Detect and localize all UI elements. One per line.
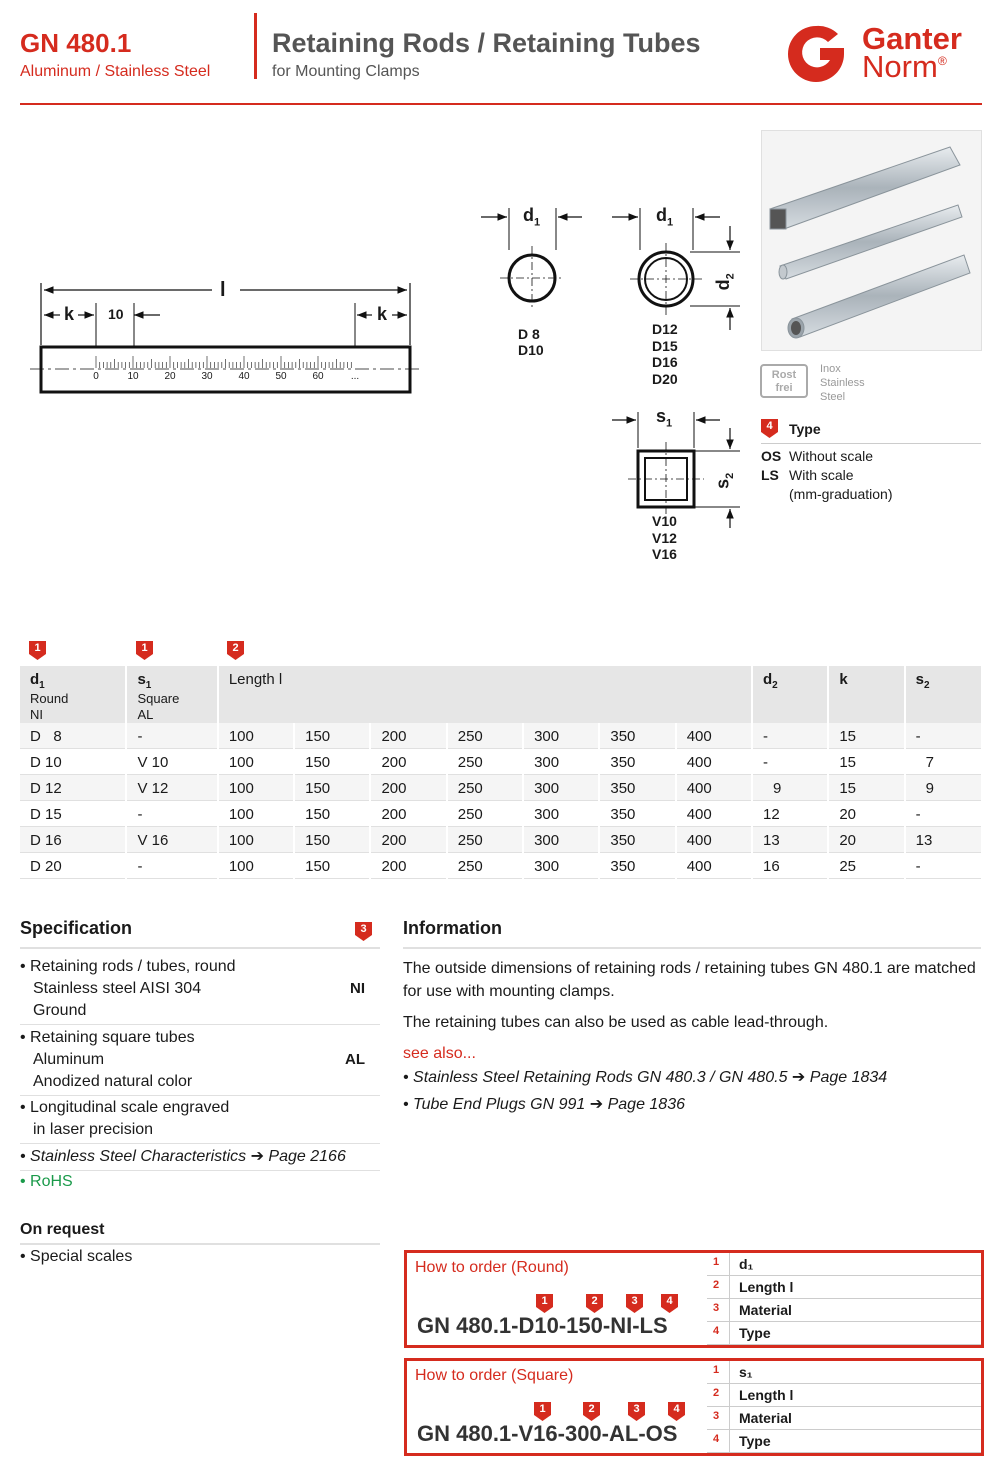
table-header-row [20,666,981,723]
s1-label: $s_1$ [656,406,673,430]
ganter-logo [784,22,984,86]
order-legend-row [707,1430,981,1453]
table-cell: 200 [370,749,446,775]
spec-item-square: • Retaining square tubes Aluminum Anodized natural color AL [20,1027,380,1096]
table-cell: 250 [447,723,523,749]
specification-rule [20,947,380,949]
order-square-legend [707,1361,981,1453]
table-cell: 250 [447,801,523,827]
table-cell: 300 [523,801,599,827]
rostfrei-stamp: Rost frei [760,364,808,398]
table-cell: 12 [752,801,828,827]
round-small-sizes: D 8 D10 [518,326,544,358]
table-cell: 16 [752,853,828,879]
order-legend-label: s₁ [739,1364,753,1380]
order-legend-row [707,1276,981,1299]
information-title: Information [403,918,502,938]
badge-4-icon: 4 [661,1294,678,1313]
order-legend-row [707,1361,981,1384]
table-cell: 150 [294,853,370,879]
table-cell: V 12 [126,775,217,801]
badge-3-icon: 3 [628,1402,645,1421]
order-round-title: How to order (Round) [415,1259,569,1276]
technical-drawing [0,110,760,580]
table-row [20,827,981,853]
order-legend-label: Type [739,1325,771,1341]
logo-text-ganter: Ganter [862,21,962,56]
s2-label: $s_2$ [712,472,736,489]
scale-tick-label: 50 [275,371,287,382]
k-label-right: k [377,304,388,324]
table-cell: 13 [905,827,981,853]
order-legend-row [707,1407,981,1430]
table-cell: 300 [523,853,599,879]
order-legend-num: 3 [713,1410,720,1422]
table-cell: V 16 [126,827,217,853]
scale-tick-label: ... [350,371,360,382]
d1-label-large: $d_1$ [656,205,674,229]
badge-2-icon: 2 [227,641,244,660]
product-photo [761,130,982,351]
characteristics-link[interactable]: • Stainless Steel Characteristics ➔ Page 2166 [20,1146,380,1171]
logo-registered: ® [938,54,947,68]
header-divider [254,13,257,79]
spec-code-ni: NI [350,980,365,997]
order-round-code: GN 480.1-D10-150-NI-LS [417,1313,668,1338]
badge-3-icon: 3 [355,922,372,941]
table-row [20,775,981,801]
badge-1-icon: 1 [29,641,46,660]
order-legend-num: 4 [713,1325,720,1337]
type-row-os: OS Without scale [761,448,874,464]
badge-3-icon: 3 [626,1294,643,1313]
order-legend-num: 3 [713,1302,720,1314]
table-cell: 150 [294,827,370,853]
table-cell: 100 [218,827,294,853]
table-cell: 300 [523,749,599,775]
table-cell: D 10 [20,749,126,775]
logo-text-norm: Norm [862,49,938,84]
table-cell: 200 [370,801,446,827]
scale-tick-label: 20 [164,371,176,382]
table-cell: 350 [599,853,675,879]
tubes-illustration [762,131,981,350]
table-cell: 250 [447,853,523,879]
table-row [20,853,981,879]
order-legend-num: 1 [713,1256,720,1268]
col-k: k [828,666,904,723]
order-box-square [404,1358,984,1456]
table-cell: D 15 [20,801,126,827]
table-cell: 400 [676,723,752,749]
table-cell: D 12 [20,775,126,801]
table-cell: - [905,723,981,749]
order-legend-row [707,1384,981,1407]
table-cell: - [126,801,217,827]
d2-label: $d_2$ [712,273,737,291]
col-d1: $d_1$ Round NI [20,666,126,723]
badge-1-icon: 1 [534,1402,551,1421]
table-cell: 350 [599,723,675,749]
table-cell: 400 [676,827,752,853]
table-cell: 25 [828,853,904,879]
order-legend-label: Material [739,1302,792,1318]
badge-1-icon: 1 [136,641,153,660]
table-cell: 150 [294,775,370,801]
on-request-title: On request [20,1221,105,1238]
table-row [20,749,981,775]
order-legend-num: 1 [713,1364,720,1376]
order-legend-row [707,1299,981,1322]
order-round-legend [707,1253,981,1345]
spec-item-scale: • Longitudinal scale engraved in laser precision [20,1097,380,1144]
table-cell: 250 [447,775,523,801]
see-also-link-plugs[interactable]: • Tube End Plugs GN 991 ➔ Page 1836 [403,1096,685,1113]
order-legend-row [707,1253,981,1276]
table-cell: 350 [599,749,675,775]
table-cell: D 20 [20,853,126,879]
badge-1-icon: 1 [536,1294,553,1313]
scale-tick-label: 10 [127,371,139,382]
table-row [20,801,981,827]
table-cell: 300 [523,723,599,749]
col-s2: $s_2$ [905,666,981,723]
scale-tick-label: 60 [312,371,324,382]
table-cell: 9 [752,775,828,801]
scale-tick-label: 40 [238,371,250,382]
page-title: Retaining Rods / Retaining Tubes [272,28,701,58]
inox-stainless-steel: Inox Stainless Steel [820,363,865,403]
table-cell: 150 [294,749,370,775]
table-cell: 150 [294,723,370,749]
specification-title: Specification [20,918,133,938]
table-cell: - [752,749,828,775]
information-para-1: The outside dimensions of retaining rods / retaining tubes GN 480.1 are matched for use with mounting clamps. [403,960,976,1000]
on-request-item: • Special scales [20,1248,133,1265]
information-para-2: The retaining tubes can also be used as cable lead-through. [403,1014,829,1031]
table-cell: 200 [370,723,446,749]
table-cell: 100 [218,853,294,879]
table-cell: 400 [676,775,752,801]
order-legend-num: 2 [713,1387,720,1399]
table-cell: 7 [905,749,981,775]
product-material: Aluminum / Stainless Steel [20,63,211,80]
table-cell: 400 [676,749,752,775]
order-legend-label: Length l [739,1279,794,1295]
table-cell: 350 [599,775,675,801]
table-cell: 200 [370,775,446,801]
information-rule [403,947,981,949]
round-large-section [612,208,740,330]
order-legend-num: 4 [713,1433,720,1445]
table-cell: - [126,723,217,749]
ganter-g-icon [784,22,848,86]
type-header [761,419,981,444]
see-also-link-rods[interactable]: • Stainless Steel Retaining Rods GN 480.3 / GN 480.5 ➔ Page 1834 [403,1069,888,1086]
spec-item-round: • Retaining rods / tubes, round Stainless steel AISI 304 Ground NI [20,956,380,1025]
badge-4-icon: 4 [668,1402,685,1421]
table-cell: D 8 [20,723,126,749]
table-cell: 100 [218,801,294,827]
type-row-ls: LS With scale [761,467,854,483]
table-cell: V 10 [126,749,217,775]
k-label-left: k [64,304,75,324]
order-square-title: How to order (Square) [415,1367,574,1384]
type-title: Type [789,421,821,437]
table-cell: 13 [752,827,828,853]
table-cell: - [905,853,981,879]
order-legend-label: Material [739,1410,792,1426]
table-cell: 200 [370,827,446,853]
scale-tick-label: 30 [201,371,213,382]
table-cell: - [905,801,981,827]
table-cell: 400 [676,801,752,827]
square-sizes: V10 V12 V16 [652,513,677,562]
table-cell: 15 [828,723,904,749]
page-subtitle: for Mounting Clamps [272,63,420,80]
col-length: Length l [218,666,752,723]
type-row-ls-note: (mm-graduation) [789,486,893,502]
order-legend-num: 2 [713,1279,720,1291]
table-cell: 350 [599,801,675,827]
table-cell: 20 [828,801,904,827]
table-cell: 400 [676,853,752,879]
on-request-rule [20,1243,380,1245]
table-cell: 15 [828,775,904,801]
order-box-round [404,1250,984,1348]
round-large-sizes: D12 D15 D16 D20 [652,321,678,387]
badge-4-icon: 4 [761,419,778,438]
table-cell: - [752,723,828,749]
type-list [761,447,981,504]
table-cell: 100 [218,749,294,775]
table-cell: 15 [828,749,904,775]
table-cell: D 16 [20,827,126,853]
rohs-label: • RoHS [20,1173,73,1190]
table-cell: 250 [447,749,523,775]
badge-2-icon: 2 [583,1402,600,1421]
table-cell: - [126,853,217,879]
table-cell: 20 [828,827,904,853]
table-cell: 300 [523,827,599,853]
see-also-label: see also... [403,1045,476,1062]
order-legend-label: Type [739,1433,771,1449]
spec-code-al: AL [345,1051,365,1068]
table-cell: 150 [294,801,370,827]
dimension-table [20,666,981,879]
table-cell: 250 [447,827,523,853]
header-rule [20,103,982,105]
scale-tick-label: 0 [93,371,99,382]
square-section [612,412,740,528]
col-d2: $d_2$ [752,666,828,723]
table-cell: 200 [370,853,446,879]
table-cell: 100 [218,723,294,749]
table-cell: 350 [599,827,675,853]
length-label: l [220,279,226,301]
order-legend-label: Length l [739,1387,794,1403]
order-square-code: GN 480.1-V16-300-AL-OS [417,1421,678,1446]
product-code: GN 480.1 [20,28,132,58]
badge-2-icon: 2 [586,1294,603,1313]
scale-10-label: 10 [108,306,124,322]
table-cell: 100 [218,775,294,801]
table-row [20,723,981,749]
table-cell: 9 [905,775,981,801]
table-cell: 300 [523,775,599,801]
d1-label-small: $d_1$ [523,205,541,229]
order-legend-row [707,1322,981,1345]
col-s1: $s_1$ Square AL [126,666,217,723]
order-legend-label: d₁ [739,1256,754,1272]
